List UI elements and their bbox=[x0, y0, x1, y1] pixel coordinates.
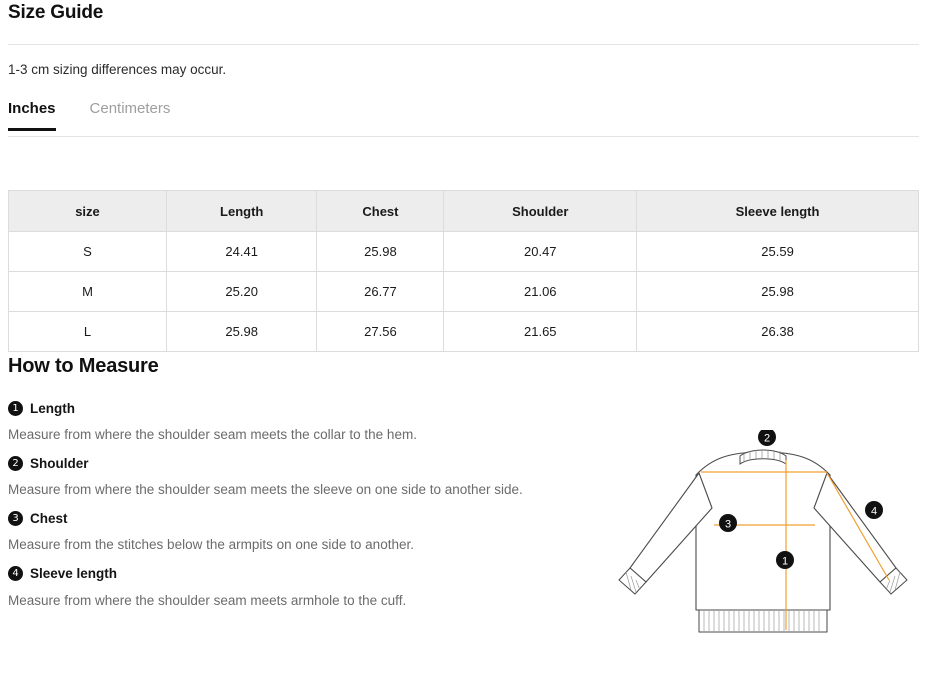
how-to-measure-list bbox=[8, 398, 608, 619]
measure-label: Chest bbox=[30, 510, 68, 526]
measure-item-chest bbox=[8, 508, 608, 554]
measure-description: Measure from where the shoulder seam meets the collar to the hem. bbox=[8, 427, 417, 442]
cell-chest: 27.56 bbox=[317, 312, 444, 352]
cell-shoulder: 20.47 bbox=[444, 232, 637, 272]
number-1-icon: 1 bbox=[8, 401, 23, 416]
number-4-icon: 4 bbox=[8, 566, 23, 581]
svg-text:2: 2 bbox=[763, 432, 771, 445]
measure-description: Measure from where the shoulder seam meets armhole to the cuff. bbox=[8, 592, 407, 608]
measure-head bbox=[8, 398, 608, 418]
cell-shoulder: 21.06 bbox=[444, 272, 637, 312]
table-header-row bbox=[9, 191, 919, 232]
measure-head bbox=[8, 508, 608, 528]
cell-chest: 26.77 bbox=[317, 272, 444, 312]
column-header-sleeve-length: Sleeve length bbox=[637, 191, 919, 232]
table-row bbox=[9, 312, 919, 352]
cell-length: 25.98 bbox=[167, 312, 317, 352]
tab-centimeters[interactable]: Centimeters bbox=[90, 96, 171, 131]
measure-label: Sleeve length bbox=[30, 566, 118, 582]
svg-text:1: 1 bbox=[781, 555, 789, 568]
cell-length: 25.20 bbox=[167, 272, 317, 312]
cell-shoulder: 21.65 bbox=[444, 312, 637, 352]
cell-chest: 25.98 bbox=[317, 232, 444, 272]
how-to-measure-title: How to Measure bbox=[8, 355, 159, 377]
table-row bbox=[9, 232, 919, 272]
column-header-shoulder: Shoulder bbox=[444, 191, 637, 232]
table-row bbox=[9, 272, 919, 312]
column-header-chest: Chest bbox=[317, 191, 444, 232]
unit-tabs bbox=[8, 96, 919, 137]
measure-head bbox=[8, 564, 608, 584]
cell-size: S bbox=[9, 232, 167, 272]
measure-label: Length bbox=[30, 400, 75, 416]
cell-length: 24.41 bbox=[167, 232, 317, 272]
cell-size: L bbox=[9, 312, 167, 352]
number-3-icon: 3 bbox=[8, 511, 23, 526]
measure-head bbox=[8, 453, 608, 473]
cell-sleeve-length: 25.98 bbox=[637, 272, 919, 312]
measure-label: Shoulder bbox=[30, 455, 89, 471]
number-2-icon: 2 bbox=[8, 456, 23, 471]
page-title: Size Guide bbox=[8, 2, 104, 23]
svg-text:4: 4 bbox=[870, 505, 878, 518]
sizing-note: 1-3 cm sizing differences may occur. bbox=[8, 62, 227, 77]
tab-inches[interactable]: Inches bbox=[8, 96, 56, 131]
measure-item-sleeve-length bbox=[8, 564, 608, 610]
cell-size: M bbox=[9, 272, 167, 312]
column-header-size: size bbox=[9, 191, 167, 232]
measure-item-length bbox=[8, 398, 608, 444]
measure-description: Measure from the stitches below the armpits on one side to another. bbox=[8, 537, 414, 553]
garment-diagram bbox=[600, 430, 927, 670]
svg-text:3: 3 bbox=[724, 518, 732, 531]
size-table bbox=[8, 190, 919, 352]
measure-item-shoulder bbox=[8, 453, 608, 499]
cell-sleeve-length: 25.59 bbox=[637, 232, 919, 272]
measure-description: Measure from where the shoulder seam meets the sleeve on one side to another side. bbox=[8, 482, 523, 498]
column-header-length: Length bbox=[167, 191, 317, 232]
title-divider bbox=[8, 44, 919, 45]
cell-sleeve-length: 26.38 bbox=[637, 312, 919, 352]
